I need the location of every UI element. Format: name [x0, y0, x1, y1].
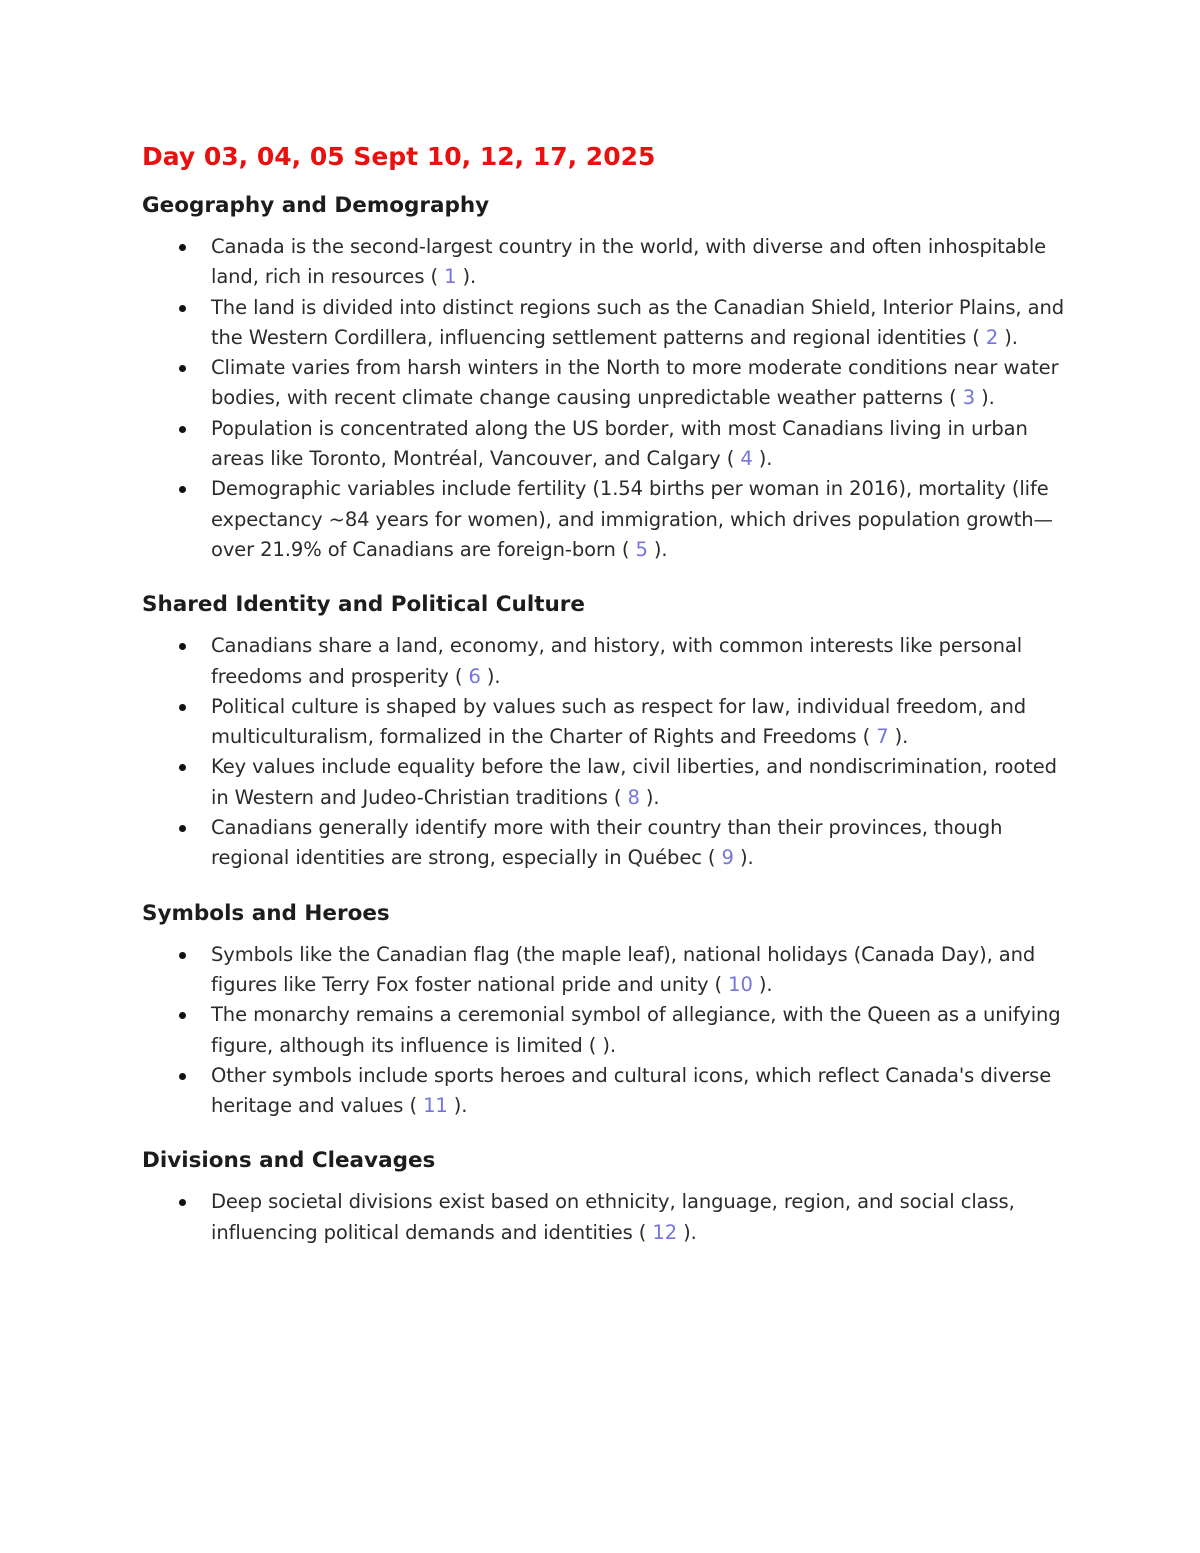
- document-page: [142, 138, 1072, 1248]
- list-item: [142, 1187, 1072, 1248]
- section-divisions-cleavages: [142, 1145, 1072, 1248]
- citation-link[interactable]: 4: [740, 447, 753, 471]
- item-end: ).: [752, 972, 773, 996]
- bullet-dot-icon: [179, 704, 186, 711]
- item-text: Key values include equality before the law, civil liberties, and nondiscrimination, rooted in Western and Judeo-Christian traditions (: [211, 755, 1057, 809]
- section-symbols-heroes: [142, 898, 1072, 1122]
- item-text: Climate varies from harsh winters in the North to more moderate conditions near water bodies, with recent climate change causing unpredictable weather patterns (: [211, 356, 1059, 410]
- bullet-dot-icon: [179, 486, 186, 493]
- item-end: ).: [733, 846, 754, 870]
- item-text: Canadians generally identify more with their country than their provinces, though regional identities are strong, especially in Québec (: [211, 816, 1003, 870]
- page-title: Day 03, 04, 05 Sept 10, 12, 17, 2025: [142, 142, 656, 171]
- item-end: ).: [602, 1033, 616, 1057]
- citation-link[interactable]: 10: [728, 972, 753, 996]
- item-text: Population is concentrated along the US border, with most Canadians living in urban areas like Toronto, Montréal, Vancouver, and Calgary (: [211, 416, 1028, 471]
- item-text: Political culture is shaped by values such as respect for law, individual freedom, and multiculturalism, formalized in the Charter of Rights and Freedoms (: [211, 694, 1026, 749]
- bullet-dot-icon: [179, 244, 186, 251]
- citation-link[interactable]: 5: [635, 537, 648, 561]
- list-item: [142, 353, 1072, 414]
- citation-link[interactable]: 11: [423, 1094, 448, 1118]
- bullet-dot-icon: [179, 952, 186, 959]
- item-end: ).: [677, 1220, 697, 1244]
- section-heading: Divisions and Cleavages: [142, 1148, 436, 1174]
- section-heading: Symbols and Heroes: [142, 900, 390, 926]
- list-item: [142, 940, 1072, 1001]
- section-heading: Shared Identity and Political Culture: [142, 592, 585, 618]
- bullet-list: [142, 1187, 1072, 1248]
- bullet-dot-icon: [179, 643, 186, 650]
- bullet-list: [142, 940, 1072, 1122]
- citation-link[interactable]: 3: [962, 386, 976, 410]
- list-item: [142, 692, 1072, 753]
- item-end: ).: [647, 537, 668, 561]
- list-item: [142, 752, 1072, 813]
- item-end: ).: [480, 664, 501, 688]
- item-text: Demographic variables include fertility (1.54 births per woman in 2016), mortality (life expectancy ~84 years for women), and immigration, which drives population growth—over 21.9% of Canadians are foreign-born (: [211, 477, 1053, 561]
- list-item: [142, 232, 1072, 293]
- bullet-dot-icon: [179, 426, 186, 433]
- bullet-dot-icon: [179, 764, 186, 771]
- item-text: Canadians share a land, economy, and history, with common interests like personal freedoms and prosperity (: [211, 634, 1023, 688]
- item-text: Canada is the second-largest country in the world, with diverse and often inhospitable land, rich in resources (: [211, 235, 1047, 289]
- section-geography-demography: [142, 190, 1072, 565]
- item-end: ).: [888, 725, 909, 749]
- bullet-dot-icon: [179, 1012, 186, 1019]
- list-item: [142, 813, 1072, 874]
- citation-link[interactable]: 8: [627, 785, 640, 809]
- citation-link[interactable]: 12: [652, 1220, 678, 1244]
- item-end: ).: [456, 265, 477, 289]
- list-item: [142, 1000, 1072, 1061]
- bullet-list: [142, 631, 1072, 873]
- list-item: [142, 631, 1072, 692]
- item-end: ).: [447, 1094, 468, 1118]
- list-item: [142, 474, 1072, 565]
- bullet-dot-icon: [179, 825, 186, 832]
- item-text: Deep societal divisions exist based on ethnicity, language, region, and social class, influencing political demands and identities (: [211, 1190, 1015, 1244]
- list-item: [142, 1061, 1072, 1122]
- bullet-dot-icon: [179, 305, 186, 312]
- citation-link[interactable]: 9: [721, 846, 734, 870]
- section-heading: Geography and Demography: [142, 193, 490, 218]
- item-text: Symbols like the Canadian flag (the maple leaf), national holidays (Canada Day), and figures like Terry Fox foster national pride and unity (: [211, 942, 1036, 996]
- item-text: The monarchy remains a ceremonial symbol of allegiance, with the Queen as a unifying figure, although its influence is limited (: [211, 1003, 1061, 1057]
- item-text: Other symbols include sports heroes and cultural icons, which reflect Canada's diverse heritage and values (: [211, 1063, 1052, 1118]
- bullet-dot-icon: [179, 1073, 186, 1080]
- item-end: ).: [639, 785, 660, 809]
- item-end: ).: [975, 386, 995, 410]
- item-end: ).: [998, 325, 1018, 349]
- list-item: [142, 414, 1072, 475]
- citation-link[interactable]: 2: [985, 325, 999, 349]
- item-text: The land is divided into distinct regions such as the Canadian Shield, Interior Plains, and the Western Cordillera, influencing settlement patterns and regional identities (: [211, 295, 1064, 349]
- citation-link[interactable]: 1: [444, 265, 457, 289]
- list-item: [142, 293, 1072, 354]
- section-shared-identity: [142, 589, 1072, 873]
- bullet-dot-icon: [179, 1199, 186, 1206]
- item-end: ).: [752, 447, 773, 471]
- citation-link[interactable]: 7: [876, 725, 889, 749]
- citation-link[interactable]: 6: [468, 664, 481, 688]
- bullet-dot-icon: [179, 365, 186, 372]
- bullet-list: [142, 232, 1072, 565]
